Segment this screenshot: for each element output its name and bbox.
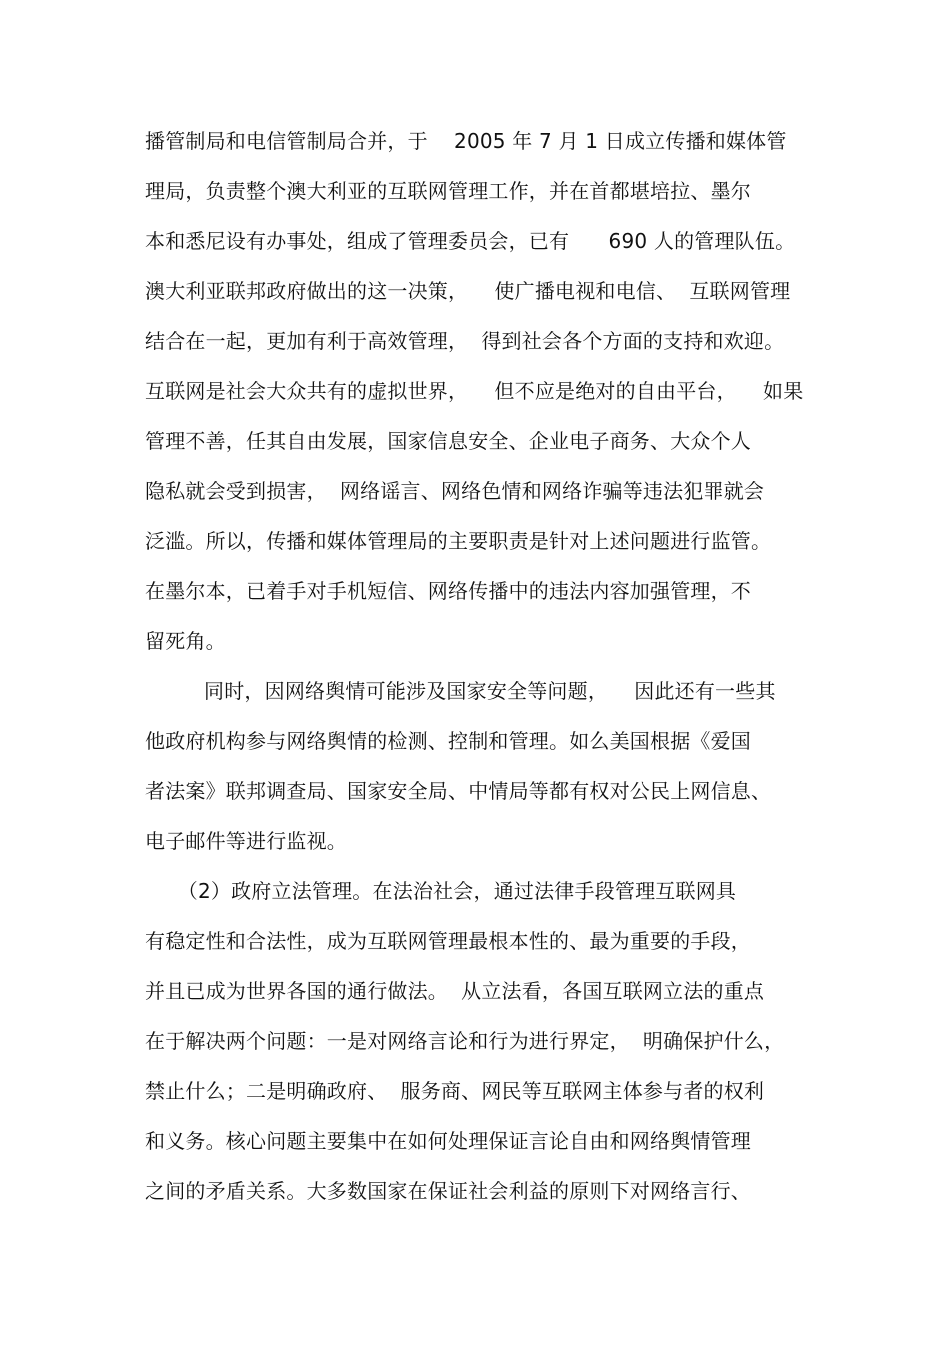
text-line: 理局，负责整个澳大利亚的互联网管理工作，并在首都堪培拉、墨尔 — [145, 179, 751, 203]
text-line: 隐私就会受到损害， 网络谣言、网络色情和网络诈骗等违法犯罪就会 — [145, 479, 765, 503]
text-line: 本和悉尼设有办事处，组成了管理委员会，已有 690 人的管理队伍。 — [145, 229, 796, 253]
text-line: 在墨尔本，已着手对手机短信、网络传播中的违法内容加强管理，不 — [145, 579, 751, 603]
text-line: 有稳定性和合法性，成为互联网管理最根本性的、最为重要的手段， — [145, 929, 751, 953]
text-line: 播管制局和电信管制局合并，于 2005 年 7 月 1 日成立传播和媒体管 — [145, 129, 787, 153]
text-line: 禁止什么；二是明确政府、 服务商、网民等互联网主体参与者的权利 — [145, 1079, 765, 1103]
text-line: （2）政府立法管理。在法治社会，通过法律手段管理互联网具 — [145, 879, 737, 903]
text-line: 他政府机构参与网络舆情的检测、控制和管理。如么美国根据《爱国 — [145, 729, 751, 753]
text-line: 电子邮件等进行监视。 — [145, 829, 347, 853]
text-line: 结合在一起，更加有利于高效管理， 得到社会各个方面的支持和欢迎。 — [145, 329, 785, 353]
text-line: 泛滥。所以，传播和媒体管理局的主要职责是针对上述问题进行监管。 — [145, 529, 772, 553]
text-line: 之间的矛盾关系。大多数国家在保证社会利益的原则下对网络言行、 — [145, 1179, 751, 1203]
text-line: 互联网是社会大众共有的虚拟世界， 但不应是绝对的自由平台， 如果 — [145, 379, 804, 403]
text-line: 在于解决两个问题：一是对网络言论和行为进行界定， 明确保护什么， — [145, 1029, 785, 1053]
text-line: 同时，因网络舆情可能涉及国家安全等问题， 因此还有一些其 — [145, 679, 776, 703]
text-line: 者法案》联邦调查局、国家安全局、中情局等都有权对公民上网信息、 — [145, 779, 772, 803]
text-line: 澳大利亚联邦政府做出的这一决策， 使广播电视和电信、 互联网管理 — [145, 279, 791, 303]
text-line: 留死角。 — [145, 629, 226, 653]
text-line: 管理不善，任其自由发展，国家信息安全、企业电子商务、大众个人 — [145, 429, 751, 453]
text-line: 并且已成为世界各国的通行做法。 从立法看，各国互联网立法的重点 — [145, 979, 765, 1003]
text-line: 和义务。核心问题主要集中在如何处理保证言论自由和网络舆情管理 — [145, 1129, 751, 1153]
